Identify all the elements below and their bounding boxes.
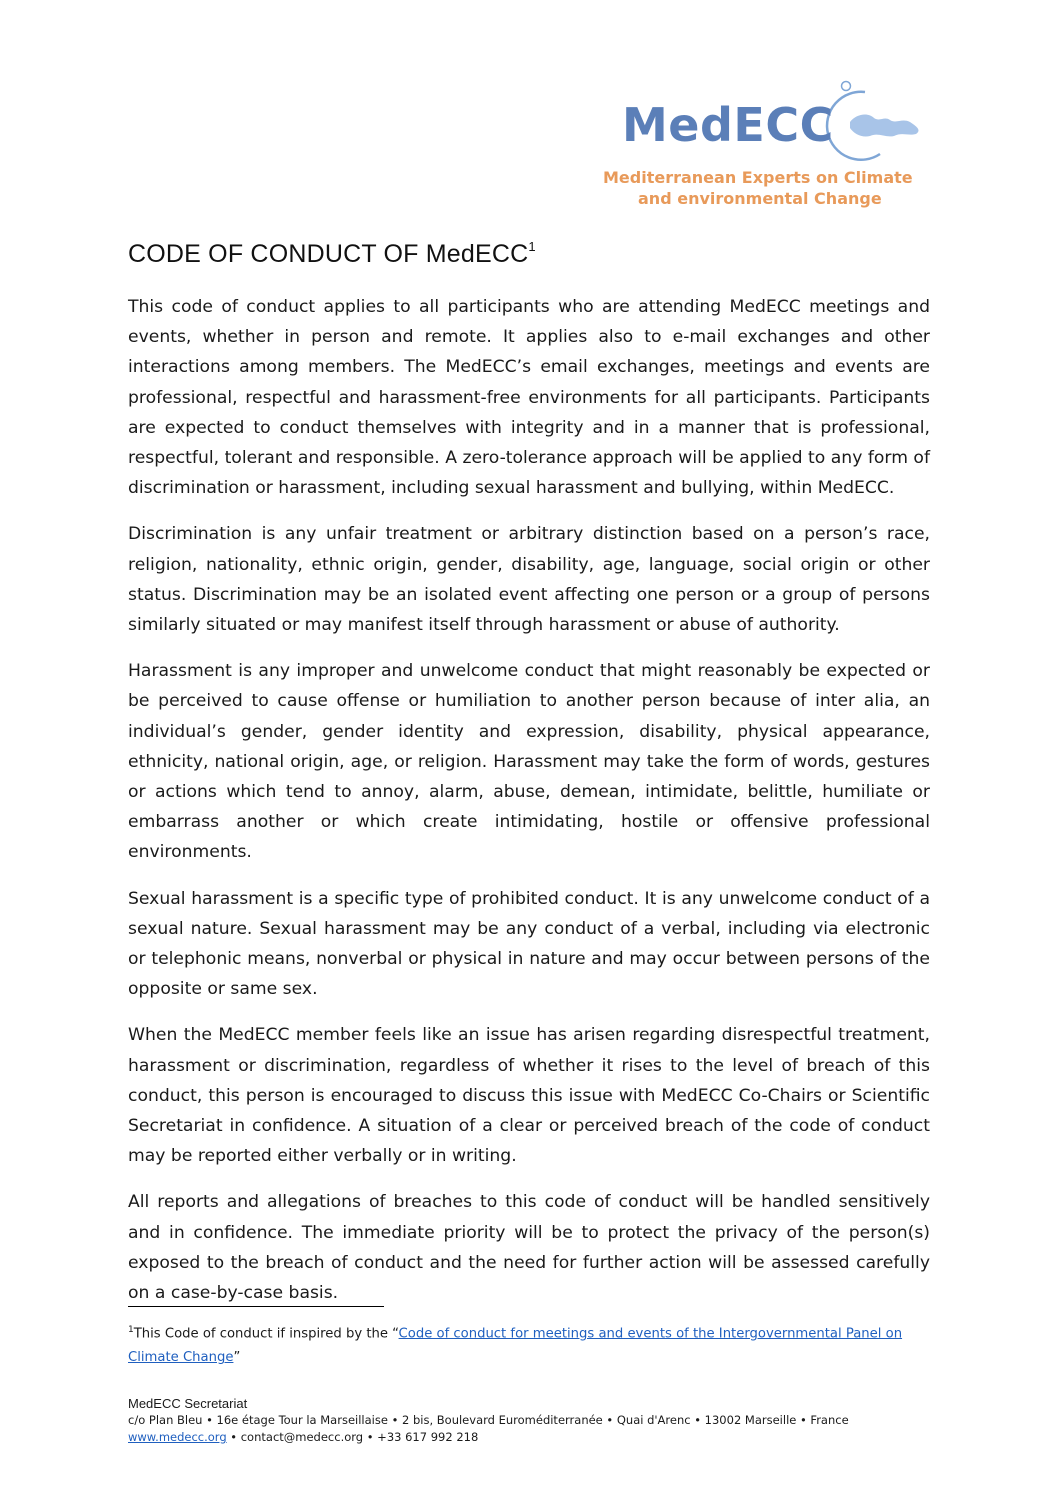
paragraph-scope: This code of conduct applies to all participants who are attending MedECC meetings and events, whether in person and remote. It applies also to e-mail exchanges and other interactions among members. The MedECC’s email exchanges, meetings and events are professional, respectful and harassment-free environments for all participants. Participants are expected to conduct themselves with integrity and in a manner that is professional, respectful, tolerant and responsible. A zero-tolerance approach will be applied to any form of discrimination or harassment, including sexual harassment and bullying, within MedECC.: [128, 297, 930, 499]
website-link[interactable]: www.medecc.org: [128, 1430, 227, 1444]
footnote-number: 1: [128, 1325, 134, 1335]
footer-address: c/o Plan Bleu • 16e étage Tour la Marseillaise • 2 bis, Boulevard Euroméditerranée • Quai d'Arenc • 13002 Marseille • France: [128, 1413, 849, 1427]
page-title-text: CODE OF CONDUCT OF MedECC: [128, 240, 529, 268]
footer-contact: [128, 1429, 928, 1446]
logo-wordmark: MedECC: [622, 98, 834, 152]
footnote-separator: [128, 1306, 384, 1307]
footer-contact-details: • contact@medecc.org • +33 617 992 218: [226, 1430, 479, 1444]
body-text: [128, 292, 930, 1324]
paragraph-reporting: When the MedECC member feels like an issue has arisen regarding disrespectful treatment, harassment or discrimination, regardless of whether it rises to the level of breach of this conduct, this person is encouraged to discuss this issue with MedECC Co-Chairs or Scientific Secretariat in confidence. A situation of a clear or perceived breach of the code of conduct may be reported either verbally or in writing.: [128, 1025, 930, 1167]
footnote-prefix: This Code of conduct if inspired by the “: [133, 1326, 399, 1342]
logo-tagline-line2: and environmental Change: [638, 189, 882, 208]
paragraph-handling: All reports and allegations of breaches to this code of conduct will be handled sensitively and in confidence. The immediate priority will be to protect the privacy of the person(s) exposed to the breach of conduct and the need for further action will be assessed carefully on a case-by-case basis.: [128, 1192, 930, 1304]
footnote-suffix: ”: [233, 1350, 241, 1366]
medecc-logo: [600, 78, 940, 213]
footer-secretariat: MedECC Secretariat: [128, 1396, 248, 1411]
title-footnote-ref[interactable]: 1: [528, 238, 536, 254]
paragraph-sexual-harassment: Sexual harassment is a specific type of prohibited conduct. It is any unwelcome conduct of a sexual nature. Sexual harassment may be any conduct of a verbal, including via electronic or telephonic means, nonverbal or physical in nature and may occur between persons of the opposite or same sex.: [128, 888, 930, 1000]
footnote: [128, 1318, 928, 1370]
paragraph-discrimination: Discrimination is any unfair treatment or arbitrary distinction based on a person’s race, religion, nationality, ethnic origin, gender, disability, age, language, social origin or other status. Discrimination may be an isolated event affecting one person or a group of persons similarly situated or may manifest itself through harassment or abuse of authority.: [128, 524, 930, 636]
paragraph-harassment: Harassment is any improper and unwelcome conduct that might reasonably be expected or be perceived to cause offense or humiliation to another person because of inter alia, an individual’s gender, gender identity and expression, disability, physical appearance, ethnicity, national origin, age, or religion. Harassment may take the form of words, gestures or actions which tend to annoy, alarm, abuse, demean, intimidate, belittle, humiliate or embarrass another or which create intimidating, hostile or offensive professional environments.: [128, 661, 930, 863]
logo-tagline-line1: Mediterranean Experts on Climate: [603, 168, 913, 187]
page-title: [128, 240, 536, 269]
page-footer: [128, 1395, 928, 1446]
ipcc-code-of-conduct-link[interactable]: Code of conduct for meetings and events of the Intergovernmental Panel on Climate Change: [128, 1326, 903, 1366]
